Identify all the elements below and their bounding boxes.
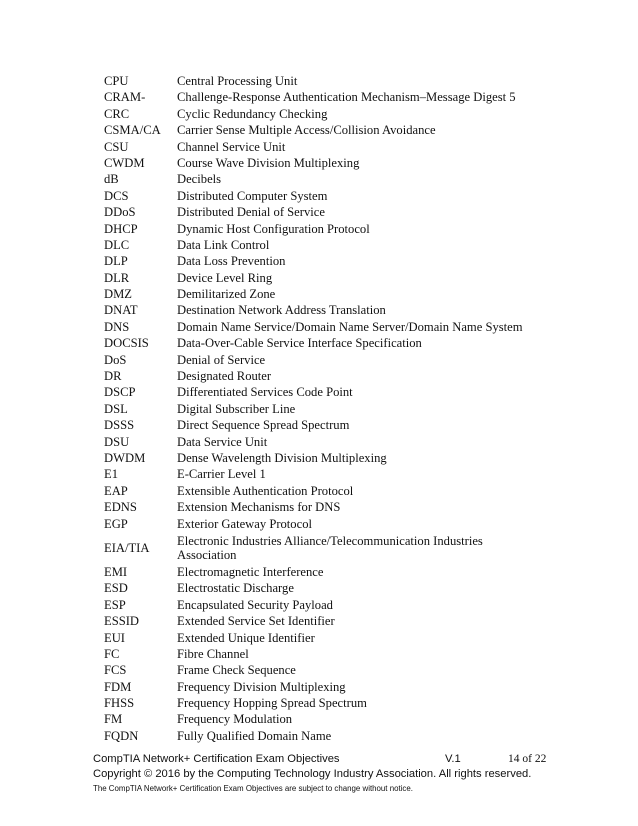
acronym-row	[104, 155, 544, 171]
acronym-abbreviation: EMI	[104, 564, 128, 579]
acronym-abbreviation: CSMA/CA	[104, 123, 161, 138]
acronym-definition: Challenge-Response Authentication Mechanism–Message Digest 5	[177, 90, 516, 105]
acronym-row	[104, 89, 544, 105]
acronym-row	[104, 319, 544, 335]
acronym-row	[104, 516, 544, 532]
acronym-abbreviation: FM	[104, 712, 123, 727]
acronym-abbreviation: DSCP	[104, 385, 136, 400]
footer-line	[93, 753, 553, 767]
acronym-abbreviation: DoS	[104, 352, 127, 367]
acronym-abbreviation: DHCP	[104, 221, 138, 236]
acronym-row	[104, 335, 544, 351]
acronym-row	[104, 302, 544, 318]
acronym-row	[104, 171, 544, 187]
acronym-row	[104, 188, 544, 204]
footer-copyright: Copyright © 2016 by the Computing Technology Industry Association. All rights reserved.	[93, 768, 532, 780]
acronym-definition: Electronic Industries Alliance/Telecommunication Industries Association	[177, 533, 483, 562]
acronym-definition: Course Wave Division Multiplexing	[177, 155, 360, 170]
acronym-row	[104, 139, 544, 155]
acronym-definition: Frequency Modulation	[177, 712, 293, 727]
acronym-list	[104, 73, 544, 744]
acronym-abbreviation: DCS	[104, 188, 129, 203]
acronym-abbreviation: DR	[104, 369, 122, 384]
acronym-abbreviation: DSU	[104, 434, 130, 449]
acronym-abbreviation: CSU	[104, 139, 129, 154]
acronym-abbreviation: DLR	[104, 270, 130, 285]
acronym-row	[104, 483, 544, 499]
acronym-abbreviation: DDoS	[104, 205, 136, 220]
acronym-row	[104, 662, 544, 678]
footer-document-title: CompTIA Network+ Certification Exam Objectives	[93, 753, 340, 765]
acronym-definition: Differentiated Services Code Point	[177, 385, 353, 400]
acronym-row	[104, 679, 544, 695]
acronym-definition: Frequency Hopping Spread Spectrum	[177, 696, 367, 711]
acronym-definition: Digital Subscriber Line	[177, 401, 296, 416]
acronym-definition: Cyclic Redundancy Checking	[177, 106, 328, 121]
acronym-row	[104, 368, 544, 384]
acronym-abbreviation: FHSS	[104, 696, 135, 711]
acronym-row	[104, 646, 544, 662]
acronym-abbreviation: DNAT	[104, 303, 138, 318]
acronym-definition: Frame Check Sequence	[177, 663, 296, 678]
acronym-row	[104, 384, 544, 400]
acronym-abbreviation: E1	[104, 467, 118, 482]
acronym-abbreviation: CPU	[104, 74, 129, 88]
acronym-row	[104, 466, 544, 482]
acronym-row	[104, 401, 544, 417]
acronym-definition: Extended Unique Identifier	[177, 630, 315, 645]
acronym-definition: Device Level Ring	[177, 270, 273, 285]
acronym-definition: Destination Network Address Translation	[177, 303, 386, 318]
acronym-row	[104, 286, 544, 302]
acronym-abbreviation: FDM	[104, 679, 132, 694]
acronym-row	[104, 564, 544, 580]
acronym-definition: Electrostatic Discharge	[177, 581, 294, 596]
acronym-row	[104, 613, 544, 629]
acronym-definition: Extension Mechanisms for DNS	[177, 500, 341, 515]
acronym-abbreviation: EUI	[104, 630, 125, 645]
acronym-row	[104, 630, 544, 646]
acronym-definition: Dense Wavelength Division Multiplexing	[177, 450, 387, 465]
acronym-definition: E-Carrier Level 1	[177, 467, 266, 482]
acronym-row	[104, 352, 544, 368]
acronym-abbreviation: EIA/TIA	[104, 540, 150, 555]
footer-notice: The CompTIA Network+ Certification Exam Objectives are subject to change without notice.	[93, 784, 413, 793]
acronym-definition: Denial of Service	[177, 352, 266, 367]
acronym-row	[104, 417, 544, 433]
acronym-definition: Data Link Control	[177, 237, 270, 252]
acronym-definition: Distributed Denial of Service	[177, 205, 325, 220]
acronym-row	[104, 434, 544, 450]
acronym-abbreviation: EGP	[104, 516, 128, 531]
acronym-row	[104, 270, 544, 286]
acronym-definition: Data-Over-Cable Service Interface Specification	[177, 336, 422, 351]
acronym-definition: Fibre Channel	[177, 646, 249, 661]
acronym-definition: Data Loss Prevention	[177, 254, 286, 269]
acronym-definition: Frequency Division Multiplexing	[177, 679, 346, 694]
acronym-abbreviation: EDNS	[104, 500, 137, 515]
acronym-abbreviation: FCS	[104, 663, 127, 678]
acronym-definition: Fully Qualified Domain Name	[177, 728, 332, 743]
acronym-definition: Channel Service Unit	[177, 139, 286, 154]
acronym-abbreviation: EAP	[104, 483, 128, 498]
acronym-row	[104, 711, 544, 727]
acronym-abbreviation: ESD	[104, 581, 128, 596]
acronym-definition: Demilitarized Zone	[177, 287, 276, 302]
acronym-abbreviation: CWDM	[104, 155, 145, 170]
acronym-abbreviation: dB	[104, 172, 119, 187]
footer-version: V.1	[445, 753, 461, 765]
acronym-row	[104, 728, 544, 744]
acronym-abbreviation: DNS	[104, 319, 130, 334]
acronym-definition: Extensible Authentication Protocol	[177, 483, 354, 498]
acronym-row	[104, 580, 544, 596]
acronym-definition: Electromagnetic Interference	[177, 564, 324, 579]
acronym-abbreviation: ESSID	[104, 614, 139, 629]
acronym-definition: Central Processing Unit	[177, 74, 298, 88]
acronym-row	[104, 221, 544, 237]
acronym-abbreviation: ESP	[104, 597, 126, 612]
acronym-definition: Dynamic Host Configuration Protocol	[177, 221, 370, 236]
acronym-definition: Carrier Sense Multiple Access/Collision Avoidance	[177, 123, 436, 138]
acronym-definition: Designated Router	[177, 369, 272, 384]
acronym-row	[104, 73, 544, 89]
acronym-row	[104, 237, 544, 253]
acronym-row	[104, 450, 544, 466]
acronym-abbreviation: FC	[104, 646, 120, 661]
acronym-row	[104, 499, 544, 515]
acronym-abbreviation: DWDM	[104, 450, 146, 465]
acronym-abbreviation: DLP	[104, 254, 128, 269]
acronym-row	[104, 597, 544, 613]
acronym-row	[104, 253, 544, 269]
acronym-definition: Exterior Gateway Protocol	[177, 516, 312, 531]
footer-page-number: 14 of 22	[508, 753, 547, 765]
acronym-definition: Domain Name Service/Domain Name Server/Domain Name System	[177, 319, 523, 334]
acronym-abbreviation: DSSS	[104, 418, 135, 433]
acronym-row	[104, 204, 544, 220]
acronym-definition: Distributed Computer System	[177, 188, 328, 203]
acronym-abbreviation: CRAM-	[104, 90, 146, 105]
acronym-abbreviation: DLC	[104, 237, 130, 252]
acronym-row	[104, 122, 544, 138]
acronym-row	[104, 695, 544, 711]
acronym-row	[104, 533, 544, 563]
acronym-definition: Data Service Unit	[177, 434, 268, 449]
acronym-definition: Direct Sequence Spread Spectrum	[177, 418, 350, 433]
acronym-abbreviation: FQDN	[104, 728, 139, 743]
acronym-abbreviation: CRC	[104, 106, 130, 121]
acronym-row	[104, 106, 544, 122]
acronym-definition: Decibels	[177, 172, 222, 187]
acronym-abbreviation: DMZ	[104, 287, 132, 302]
acronym-definition: Extended Service Set Identifier	[177, 614, 335, 629]
acronym-definition: Encapsulated Security Payload	[177, 597, 333, 612]
acronym-abbreviation: DOCSIS	[104, 336, 149, 351]
acronym-abbreviation: DSL	[104, 401, 128, 416]
